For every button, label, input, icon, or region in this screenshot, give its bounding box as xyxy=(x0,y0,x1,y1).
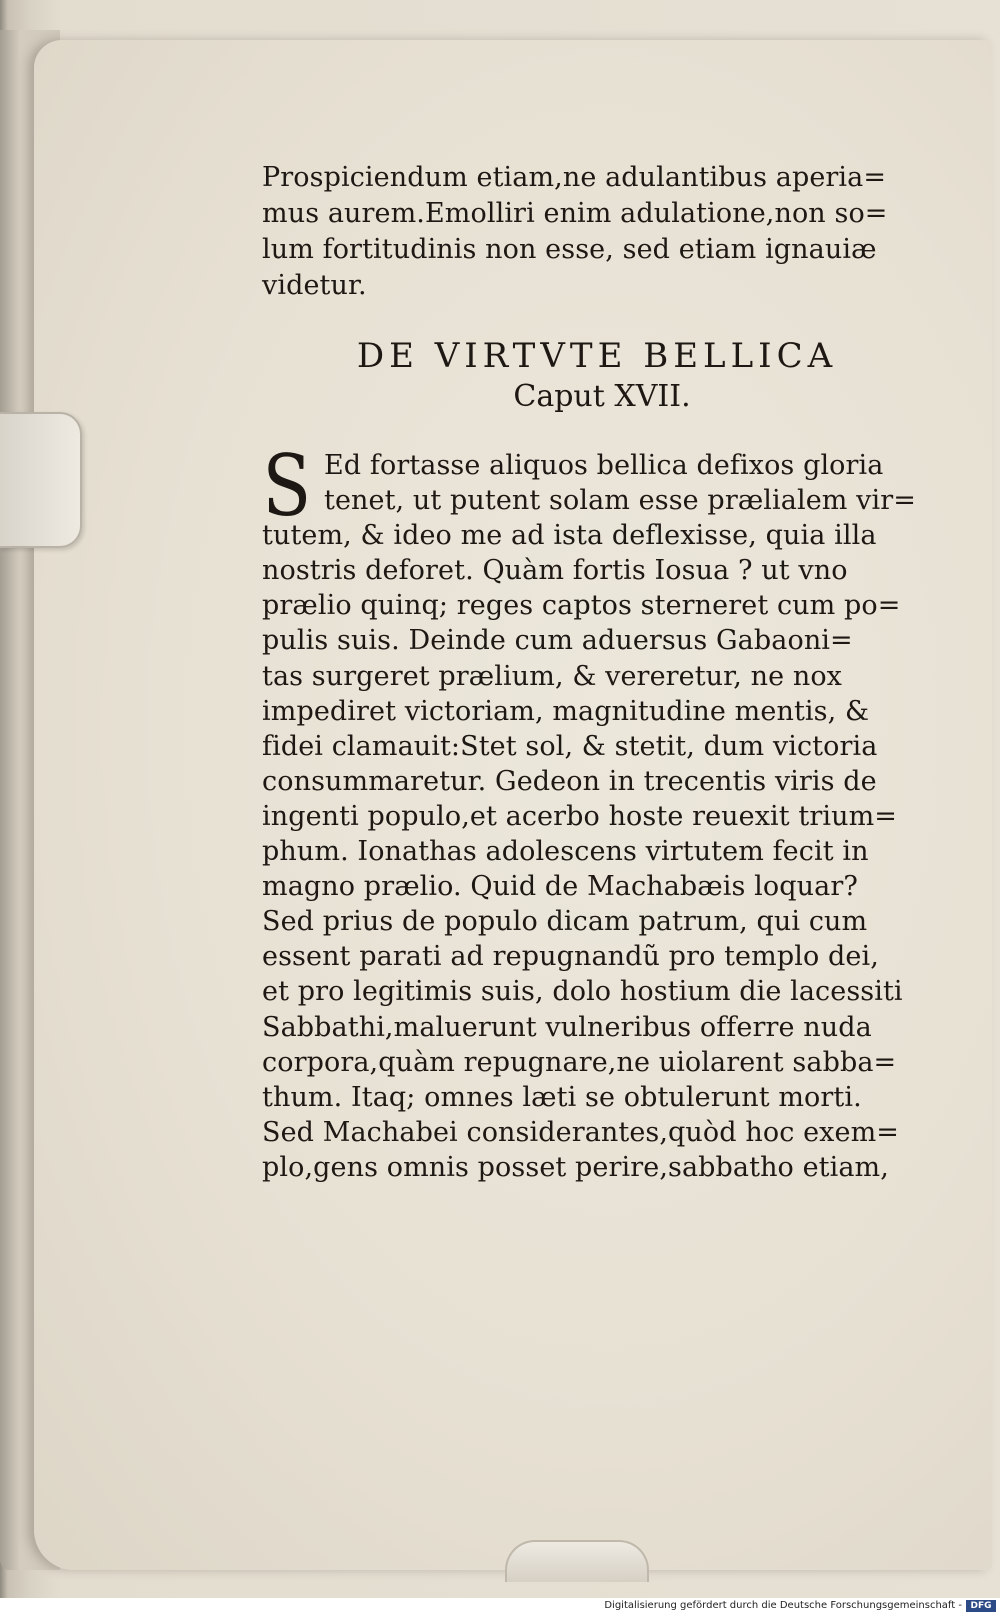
text-line: consummaretur. Gedeon in trecentis viris de xyxy=(262,765,877,797)
text-line: prælio quinq; reges captos sterneret cum po= xyxy=(262,590,901,622)
text-line: thum. Itaq; omnes læti se obtulerunt morti. xyxy=(262,1081,862,1113)
text-line: Sed prius de populo dicam patrum, qui cum xyxy=(262,906,868,938)
text-line: essent parati ad repugnandũ pro templo dei, xyxy=(262,941,879,973)
text-line: et pro legitimis suis, dolo hostium die lacessiti xyxy=(262,976,903,1008)
chapter-number: Caput XVII. xyxy=(513,379,691,414)
text-line: lum fortitudinis non esse, sed etiam ignauiæ xyxy=(262,234,877,265)
dfg-logo: DFG xyxy=(966,1600,996,1612)
text-line: magno prælio. Quid de Machabæis loquar? xyxy=(262,871,858,903)
text-line: tutem, & ideo me ad ista deflexisse, quia illa xyxy=(262,520,877,552)
chapter-body xyxy=(262,437,916,1185)
text-line: Prospiciendum etiam,ne adulantibus aperia= xyxy=(262,162,887,193)
text-line: videtur. xyxy=(262,270,367,301)
text-line: ingenti populo,et acerbo hoste reuexit trium= xyxy=(262,800,898,832)
chapter-title: DE VIRTVTE BELLICA xyxy=(356,336,838,376)
text-line: phum. Ionathas adolescens virtutem fecit in xyxy=(262,836,869,868)
top-paragraph xyxy=(262,160,892,304)
text-line: plo,gens omnis posset perire,sabbatho etiam, xyxy=(262,1151,889,1183)
text-line: corpora,quàm repugnare,ne uiolarent sabba= xyxy=(262,1046,897,1078)
text-line: Sed Machabei considerantes,quòd hoc exem= xyxy=(262,1116,900,1148)
text-line: mus aurem.Emolliri enim adulatione,non so= xyxy=(262,198,888,229)
chapter-heading xyxy=(262,335,892,417)
text-line: fidei clamauit:Stet sol, & stetit, dum victoria xyxy=(262,730,878,762)
text-line: tas surgeret prælium, & vereretur, ne nox xyxy=(262,660,842,692)
drop-cap: S xyxy=(262,437,312,535)
text-line: nostris deforet. Quàm fortis Iosua ? ut vno xyxy=(262,555,848,587)
text-line: tenet, ut putent solam esse prælialem vir= xyxy=(324,485,916,517)
text-line: Sabbathi,maluerunt vulneribus offerre nuda xyxy=(262,1011,872,1043)
text-line: impediret victoriam, magnitudine mentis, & xyxy=(262,695,870,727)
funding-credit: Digitalisierung gefördert durch die Deutsche Forschungsgemeinschaft - xyxy=(604,1600,962,1611)
page-clip-left xyxy=(0,412,82,548)
text-line: Ed fortasse aliquos bellica defixos gloria xyxy=(324,450,884,481)
text-line: pulis suis. Deinde cum aduersus Gabaoni= xyxy=(262,625,853,657)
page-clip-bottom xyxy=(505,1540,649,1582)
